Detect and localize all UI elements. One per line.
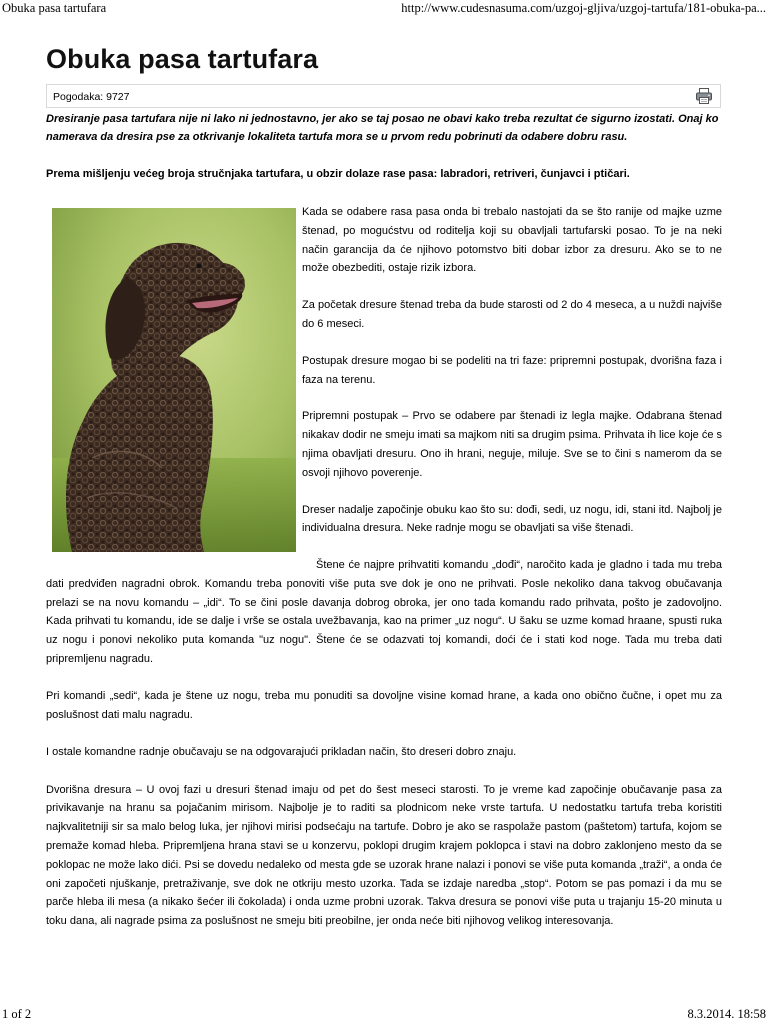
article-lead: Prema mišljenju većeg broja stručnjaka tartufara, u obzir dolaze rase pasa: labradori, retriveri, čunjavci i ptičari.	[46, 168, 630, 180]
paragraph: Kada se odabere rasa pasa onda bi trebalo nastojati da se što ranije od majke uzme štenad, po mogućstvu od roditelja koji su obavljali tartufarski posao. To je na neki način garancija da će njihovo potomstvo biti dobar izbor za dresuru. Ako se to ne može obezbediti, ostaje rizik izbora.	[302, 206, 722, 275]
print-header	[0, 0, 768, 20]
article-title: Obuka pasa tartufara	[46, 44, 319, 74]
print-datetime: 8.3.2014. 18:58	[687, 1007, 766, 1021]
print-url[interactable]: http://www.cudesnasuma.com/uzgoj-gljiva/uzgoj-tartufa/181-obuka-pa...	[401, 1, 766, 15]
paragraph: Za početak dresure štenad treba da bude starosti od 2 do 4 meseca, a u nuždi najviše do 6 meseci.	[302, 299, 722, 330]
print-page-title: Obuka pasa tartufara	[2, 1, 107, 15]
paragraph: Štene će najpre prihvatiti komandu „dođi“, naročito kada je gladno i tada mu treba dati predviđen nagradni obrok. Komandu treba ponoviti više puta sve dok je ono ne prihvati. Posle nekoliko dana takvog obučavanja prelazi se na novu komandu – „idi“. To se čini posle davanja dobrog obroka, jer ono tada komandu rado prihvata, pošto je zadovoljno. Kada prihvati tu komandu, ide se dalje i vrše se ostala uvežbavanja, kao na primer „uz nogu“. U šaku se uzme komad hraane, spusti ruka uz nogu i ponovi nekoliko puta komanda "uz nogu". Štene će se odazvati toj komandi, doći će i stati kod noge. Tada mu treba dati pripremljenu nagradu.	[46, 559, 722, 665]
paragraph: Dvorišna dresura – U ovoj fazi u dresuri štenad imaju od pet do šest meseci starosti. To je vreme kad započinje obučavanje pasa za privikavanje na hranu sa pojačanim mirisom. Najbolje je to raditi sa plodnicom neke vrste tartufa. U nedostatku tartufa treba koristiti najkvalitetniji sir sa malo belog luka, jer njihovi mirisi podsećaju na tartufe. Dobro je ako se raspolaže pastom (paštetom) tartufa, kojom se premaže komad hleba. Pripremljena hrana stavi se u konzervu, poklopi drugim krajem poklopca i stavi na dobro zaklonjeno mesto da se poklopac ne može lako dići. Psi se dovedu nedaleko od mesta gde se uzorak hrane nalazi i ponovi se više puta komanda „traži“, a onda će oni započeti njuškanje, pretraživanje, sve dok ne otkriju mesto uzorka. Tada se izdaje naredba „stop“. Potom se pas pomazi i da mu se parče hleba ili mesa (a nikako šećer ili čokolada) i onda uzme probni uzorak. Takva dresura se ponovi više puta u trajanju 15-20 minuta u toku dana, ali nagrade psima za poslušnost ne smeju biti preobilne, jer onda neće biti njihovog velikog interesovanja.	[46, 783, 722, 928]
paragraph: Pripremni postupak – Prvo se odabere par štenadi iz legla majke. Odabrana štenad nikakav dodir ne smeju imati sa majkom niti sa drugim psima. Prihvata ih lice koje će s njima obavljati dresuru. Ono ih hrani, neguje, miluje. Sve se to čini s namerom da se osvoji njihovo poverenje.	[302, 410, 722, 479]
hits-count: Pogodaka: 9727	[53, 91, 130, 103]
full-text-column	[46, 556, 722, 950]
print-footer	[0, 1004, 768, 1024]
article-intro: Dresiranje pasa tartufara nije ni lako ni jednostavno, jer ako se taj posao ne obavi kako treba rezultat će sigurno izostati. Onaj ko namerava da dresira pse za otkrivanje lokaliteta tartufa mora se u prvom redu pobrinuti da odabere dobru rasu.	[46, 113, 719, 143]
paragraph: Pri komandi „sedi“, kada je štene uz nogu, treba mu ponuditi sa dovoljne visine komad hrane, a kada ono obično čučne, i opet mu za poslušnost dati malu nagradu.	[46, 690, 722, 722]
printer-icon[interactable]	[695, 87, 713, 105]
paragraph: I ostale komandne radnje obučavaju se na odgovarajući prikladan način, što dreseri dobro znaju.	[46, 746, 517, 759]
paragraph: Postupak dresure mogao bi se podeliti na tri faze: pripremni postupak, dvorišna faza i faza na terenu.	[302, 354, 722, 386]
side-text-column	[302, 203, 722, 556]
page-number: 1 of 2	[2, 1007, 32, 1021]
dog-photo	[52, 208, 296, 552]
article-info-bar	[46, 84, 721, 108]
paragraph: Dreser nadalje započinje obuku kao što su: dođi, sedi, uz nogu, idi, stani itd. Najbolj je individualna dresura. Neke radnje mogu se obavljati sa više štenadi.	[302, 503, 722, 535]
